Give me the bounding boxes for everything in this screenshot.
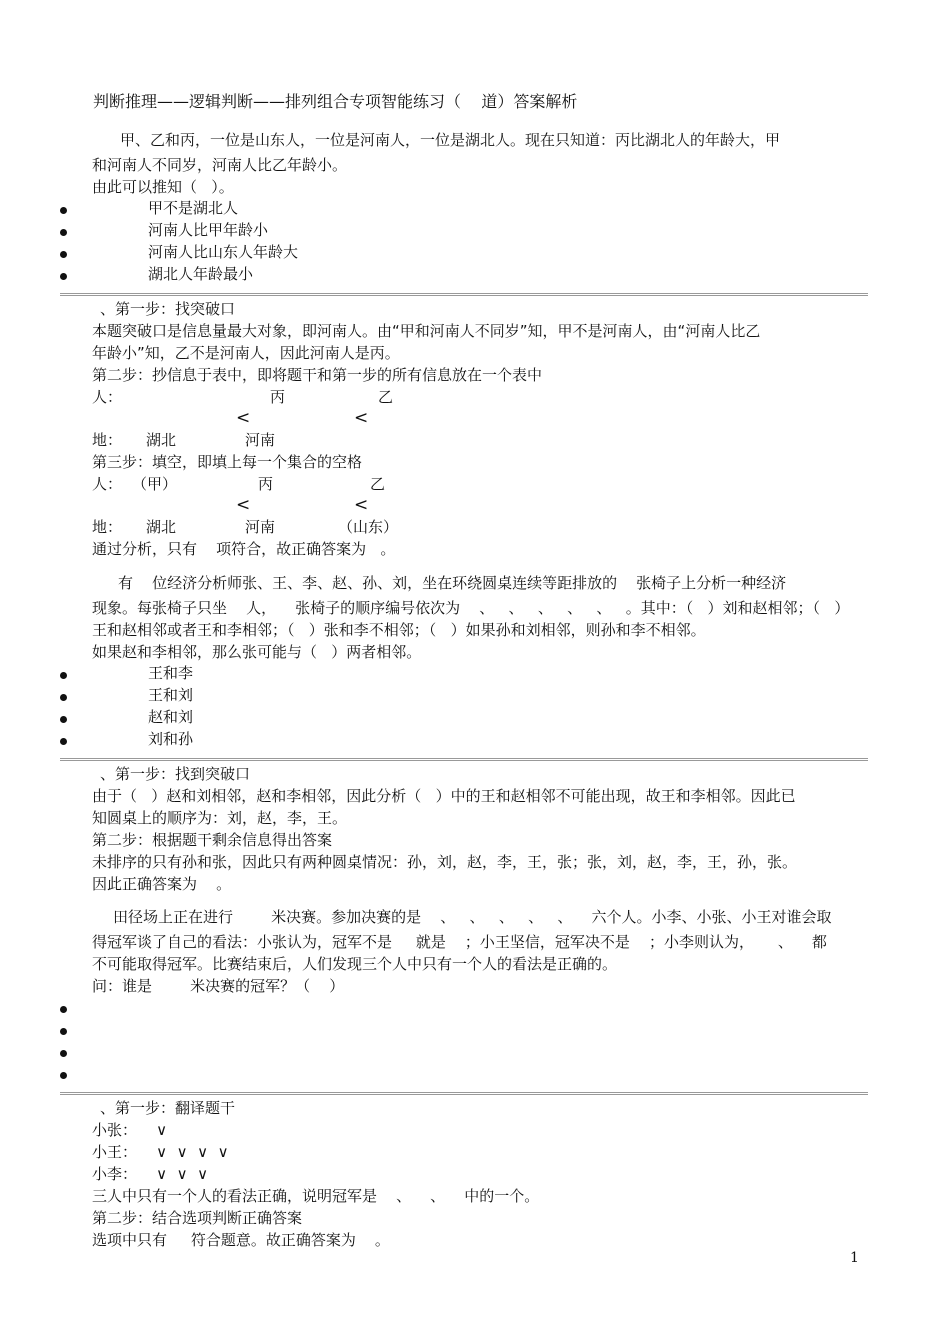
bullet-dot [60,273,67,280]
q2-option-d: 刘和孙 [148,730,194,748]
table2-jia: （甲） [132,475,178,493]
table2-less-than: < [236,495,251,515]
q3-stem-line-4: 问：谁是 米决赛的冠军？（ ） [92,977,345,995]
q3-analysis-line: 、第一步：翻译题干 [100,1099,236,1117]
q1-analysis-line: 第二步：抄信息于表中，即将题干和第一步的所有信息放在一个表中 [92,366,543,384]
page-title: 判断推理——逻辑判断——排列组合专项智能练习（ 道）答案解析 [93,92,578,111]
q2-option-a: 王和李 [148,664,194,682]
page-number: 1 [850,1250,859,1266]
table1-hubei: 湖北 [146,431,177,449]
table1-place-label: 地： [92,431,123,449]
table2-yi: 乙 [370,475,386,493]
q2-analysis-line: 、第一步：找到突破口 [100,765,251,783]
table2-place-label: 地： [92,518,123,536]
q3-stem-line-2: 得冠军谈了自己的看法：小张认为，冠军不是 就是 ；小王坚信，冠军决不是 ；小李则认为， 、 都 [92,933,827,951]
table2-shandong: （山东） [338,518,399,536]
table1-bing: 丙 [270,388,286,406]
q2-analysis-line: 第二步：根据题干剩余信息得出答案 [92,831,333,849]
q2-option-c: 赵和刘 [148,708,194,726]
q2-analysis-line: 未排序的只有孙和张，因此只有两种圆桌情况：孙，刘，赵，李，王，张；张，刘，赵，李，王，孙，张。 [92,853,798,871]
q1-stem-line-1: 甲、乙和丙，一位是山东人，一位是河南人，一位是湖北人。现在只知道：丙比湖北人的年龄大，甲 [120,131,781,149]
bullet-dot [60,716,67,723]
q2-analysis-line: 知圆桌上的顺序为：刘，赵，李，王。 [92,809,348,827]
q2-option-b: 王和刘 [148,686,194,704]
q3-analysis-line: 小李： ∨ ∨ ∨ [92,1165,209,1183]
q1-analysis-line: 本题突破口是信息量最大对象，即河南人。由“甲和河南人不同岁”知，甲不是河南人，由“河南人比乙 [92,322,761,340]
q3-analysis-line: 小张： ∨ [92,1121,168,1139]
bullet-dot [60,229,67,236]
bullet-dot [60,251,67,258]
table1-henan: 河南 [245,431,276,449]
bullet-dot [60,672,67,679]
q1-option-a: 甲不是湖北人 [148,199,239,217]
q1-step3: 第三步：填空，即填上每一个集合的空格 [92,453,363,471]
q3-stem-line-3: 不可能取得冠军。比赛结束后，人们发现三个人中只有一个人的看法是正确的。 [92,955,618,973]
bullet-dot [60,1050,67,1057]
bullet-dot [60,207,67,214]
q1-conclusion: 通过分析，只有 项符合，故正确答案为 。 [92,540,396,558]
table1-less-than: < [354,408,369,428]
q1-stem-line-2: 和河南人不同岁，河南人比乙年龄小。 [92,156,348,174]
q1-stem-line-3: 由此可以推知（ ）。 [92,178,234,196]
bullet-dot [60,1072,67,1079]
table2-bing: 丙 [258,475,274,493]
q1-analysis-line: 年龄小”知，乙不是河南人，因此河南人是丙。 [92,344,400,362]
table2-henan: 河南 [245,518,276,536]
q1-option-b: 河南人比甲年龄小 [148,221,269,239]
q2-stem-line-3: 王和赵相邻或者王和李相邻；（ ）张和李不相邻；（ ）如果孙和刘相邻，则孙和李不相邻。 [92,621,706,639]
table2-hubei: 湖北 [146,518,177,536]
table1-yi: 乙 [378,388,394,406]
bullet-dot [60,738,67,745]
table1-person-label: 人： [92,388,123,406]
q2-analysis-line: 由于（ ）赵和刘相邻，赵和李相邻，因此分析（ ）中的王和赵相邻不可能出现，故王和李相邻。因此已 [92,787,796,805]
q3-analysis-line: 三人中只有一个人的看法正确，说明冠军是 、 、 中的一个。 [92,1187,540,1205]
bullet-dot [60,1028,67,1035]
table2-less-than: < [354,495,369,515]
separator [60,1092,868,1095]
q2-stem-line-4: 如果赵和李相邻，那么张可能与（ ）两者相邻。 [92,643,422,661]
q2-stem-line-2: 现象。每张椅子只坐 人， 张椅子的顺序编号依次为 、 、 、 、 、 。其中：（ ）刘和赵相邻；（ ） [92,599,850,617]
q2-stem-line-1: 有 位经济分析师张、王、李、赵、孙、刘，坐在环绕圆桌连续等距排放的 张椅子上分析一种经济 [118,574,787,592]
q1-option-d: 湖北人年龄最小 [148,265,254,283]
q3-analysis-line: 选项中只有 符合题意。故正确答案为 。 [92,1231,390,1249]
q3-stem-line-1: 田径场上正在进行 米决赛。参加决赛的是 、 、 、 、 、 六个人。小李、小张、小王对谁会取 [113,908,832,926]
bullet-dot [60,694,67,701]
q1-option-c: 河南人比山东人年龄大 [148,243,299,261]
q2-analysis-line: 因此正确答案为 。 [92,875,232,893]
q3-analysis-line: 第二步：结合选项判断正确答案 [92,1209,303,1227]
q1-analysis-line: 、第一步：找突破口 [100,300,236,318]
q3-analysis-line: 小王： ∨ ∨ ∨ ∨ [92,1143,229,1161]
table2-person-label: 人： [92,475,123,493]
separator [60,758,868,761]
table1-less-than: < [236,408,251,428]
bullet-dot [60,1006,67,1013]
separator [60,293,868,296]
